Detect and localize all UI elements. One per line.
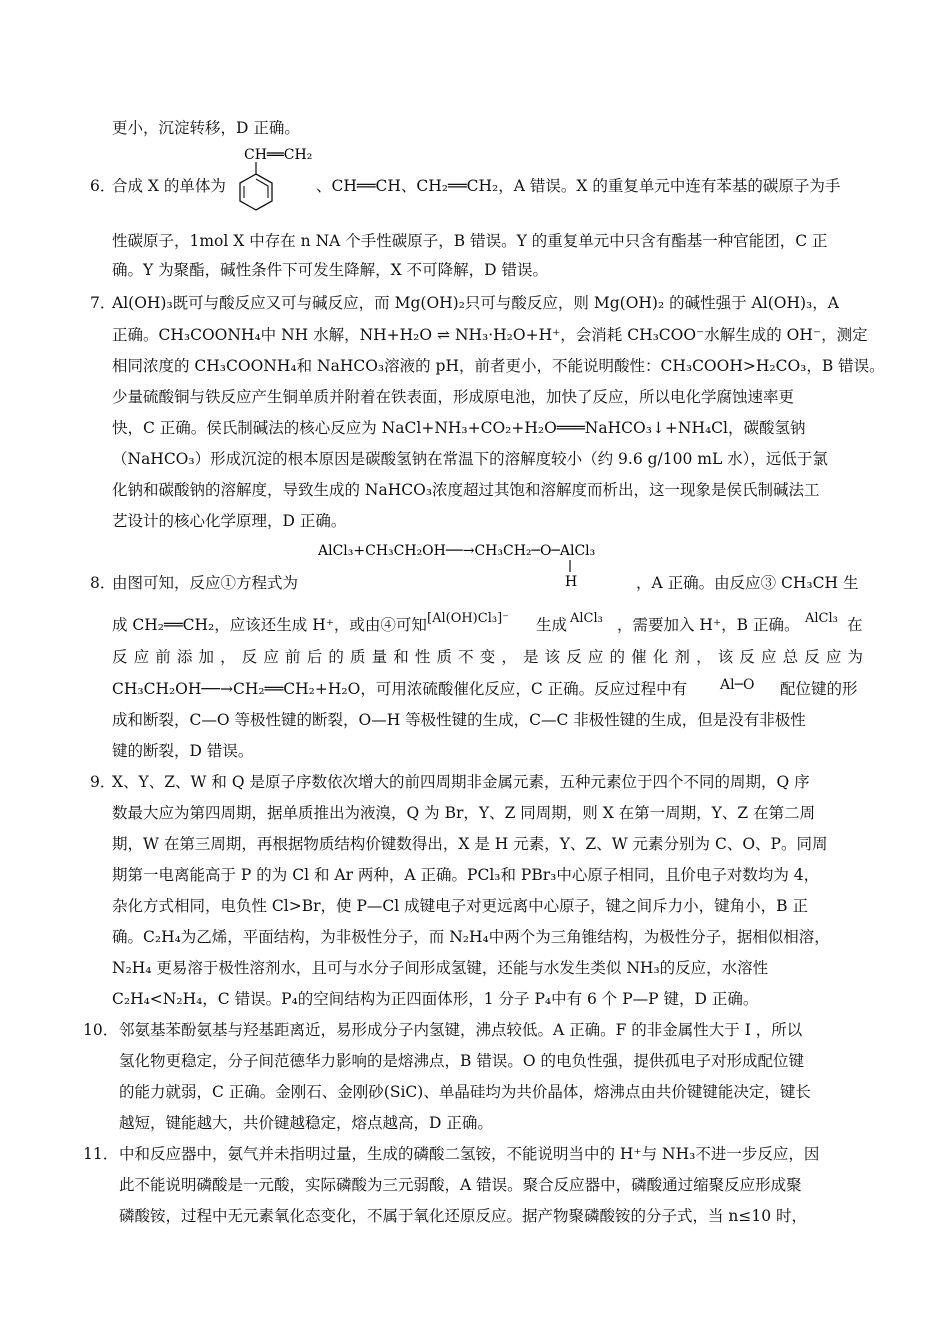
- q8-equation-top: AlCl₃+CH₃CH₂OH──→CH₃CH₂─O─AlCl₃: [318, 543, 596, 559]
- q7-line: 少量硫酸铜与铁反应产生铜单质并附着在铁表面，形成原电池，加快了反应，所以电化学腐蚀速率更: [112, 388, 795, 406]
- q7-line: 快，C 正确。侯氏制碱法的核心反应为 NaCl+NH₃+CO₂+H₂O═══NaHCO₃↓+NH₄Cl，碳酸氢钠: [112, 419, 806, 437]
- q8-alo-label: Al─O: [720, 677, 755, 693]
- q8-intro: 由图可知，反应①方程式为: [112, 574, 299, 592]
- q9-number: 9．: [90, 773, 116, 791]
- q9-line: X、Y、Z、W 和 Q 是原子序数依次增大的前四周期非金属元素，五种元素位于四个不同的周期，Q 序: [112, 773, 810, 791]
- q7-line: 化钠和碳酸钠的溶解度，导致生成的 NaHCO₃浓度超过其饱和溶解度而析出，这一现象是侯氏制碱法工: [112, 481, 820, 499]
- q8-alcl3-label: AlCl₃: [570, 611, 603, 626]
- q8-line1-rest: ，A 正确。由反应③ CH₃CH 生: [636, 574, 859, 592]
- q6-line3: 确。Y 为聚酯，碱性条件下可发生降解，X 不可降解，D 错误。: [112, 261, 548, 279]
- q8-equation-h: H: [565, 574, 578, 590]
- q8-line6: 键的断裂，D 错误。: [112, 742, 254, 760]
- q7-line: Al(OH)₃既可与酸反应又可与碱反应，而 Mg(OH)₂只可与酸反应，则 Mg(OH)₂ 的碱性强于 Al(OH)₃，A: [112, 294, 839, 312]
- styrene-structure: [226, 142, 326, 216]
- q10-number: 10．: [83, 1021, 119, 1039]
- q8-line2b: 生成: [536, 616, 568, 634]
- q8-line4a: CH₃CH₂OH──→CH₂══CH₂+H₂O，可用浓硫酸催化反应，C 正确。反应过程中有: [112, 680, 688, 698]
- q9-line: 确。C₂H₄为乙烯，平面结构，为非极性分子，而 N₂H₄中两个为三角锥结构，为极性分子，据相似相溶，: [112, 928, 830, 946]
- q8-alcl3-label: AlCl₃: [805, 611, 838, 626]
- q10-line: 氢化物更稳定，分子间范德华力影响的是熔沸点，B 错误。O 的电负性强，提供孤电子对形成配位键: [119, 1052, 804, 1070]
- q10-line: 的能力就弱，C 正确。金刚石、金刚砂(SiC)、单晶硅均为共价晶体，熔沸点由共价键键能决定，键长: [119, 1083, 811, 1101]
- q9-line: N₂H₄ 更易溶于极性溶剂水，且可与水分子间形成氢键，还能与水发生类似 NH₃的反应，水溶性: [112, 959, 769, 977]
- q11-line: 此不能说明磷酸是一元酸，实际磷酸为三元弱酸，A 错误。聚合反应器中，磷酸通过缩聚反应形成聚: [119, 1176, 802, 1194]
- q7-line: （NaHCO₃）形成沉淀的根本原因是碳酸氢钠在常温下的溶解度较小（约 9.6 g/100 mL 水），远低于氯: [112, 450, 828, 468]
- q9-line: 期第一电离能高于 P 的为 Cl 和 Ar 两种，A 正确。PCl₃和 PBr₃中心原子相同，且价电子对数均为 4，: [112, 866, 820, 884]
- q8-line3: 反应前添加，反应前后的质量和性质不变，是该反应的催化剂，该反应总反应为: [112, 648, 863, 666]
- q6-line2: 性碳原子，1mol X 中存在 n NA 个手性碳原子，B 错误。Y 的重复单元中只含有酯基一种官能团，C 正: [112, 232, 828, 250]
- q11-number: 11．: [83, 1145, 119, 1163]
- q8-line2d: 在: [847, 616, 863, 634]
- q8-complex-label: [Al(OH)Cl₃]⁻: [427, 611, 510, 626]
- q8-number: 8．: [90, 574, 116, 592]
- q11-line: 磷酸铵，过程中无元素氧化态变化，不属于氧化还原反应。据产物聚磷酸铵的分子式，当 n≤10 时，: [119, 1207, 808, 1225]
- styrene-vinyl-label: CH══CH₂: [244, 147, 313, 163]
- q8-line2c: ，需要加入 H⁺，B 正确。: [617, 616, 800, 634]
- q9-line: 期，W 在第三周期，再根据物质结构价键数得出，X 是 H 元素，Y、Z、W 元素分别为 C、O、P。同周: [112, 835, 828, 853]
- q9-line: 数最大应为第四周期，据单质推出为液溴，Q 为 Br，Y、Z 同周期，则 X 在第一周期，Y、Z 在第二周: [112, 804, 816, 822]
- q6-number: 6．: [90, 177, 116, 195]
- q9-line: C₂H₄<N₂H₄，C 错误。P₄的空间结构为正四面体形，1 分子 P₄中有 6 个 P—P 键，D 正确。: [112, 990, 759, 1008]
- q6-intro: 合成 X 的单体为: [112, 177, 226, 195]
- q8-line4b: 配位键的形: [780, 680, 858, 698]
- q7-number: 7．: [90, 294, 116, 312]
- q8-line5: 成和断裂，C—O 等极性键的断裂，O—H 等极性键的生成，C—C 非极性键的生成，但是没有非极性: [112, 711, 806, 729]
- benzene-inner-bond: [256, 179, 268, 198]
- q8-line2a: 成 CH₂══CH₂，应该还生成 H⁺，或由④可知: [112, 616, 427, 634]
- q5-tail: 更小，沉淀转移，D 正确。: [112, 119, 300, 137]
- q9-line: 杂化方式相同，电负性 Cl>Br，使 P—Cl 成键电子对更远离中心原子，键之间斥力小，键角小，B 正: [112, 897, 808, 915]
- q6-line1-rest: 、CH══CH、CH₂══CH₂，A 错误。X 的重复单元中连有苯基的碳原子为手: [316, 177, 841, 195]
- q7-line: 正确。CH₃COONH₄中 NH 水解，NH+H₂O ⇌ NH₃·H₂O+H⁺，会消耗 CH₃COO⁻水解生成的 OH⁻，测定: [112, 326, 868, 344]
- q10-line: 越短，键能越大，共价键越稳定，熔点越高，D 正确。: [119, 1114, 493, 1132]
- q7-line: 艺设计的核心化学原理，D 正确。: [112, 512, 347, 530]
- q10-line: 邻氨基苯酚氨基与羟基距离近，易形成分子内氢键，沸点较低。A 正确。F 的非金属性大于 I ，所以: [119, 1021, 803, 1039]
- q7-line: 相同浓度的 CH₃COONH₄和 NaHCO₃溶液的 pH，前者更小，不能说明酸性：CH₃COOH>H₂CO₃，B 错误。: [112, 357, 885, 375]
- q8-equation-figure: [318, 538, 648, 590]
- q11-line: 中和反应器中，氨气并未指明过量，生成的磷酸二氢铵，不能说明当中的 H⁺与 NH₃不进一步反应，因: [119, 1145, 820, 1163]
